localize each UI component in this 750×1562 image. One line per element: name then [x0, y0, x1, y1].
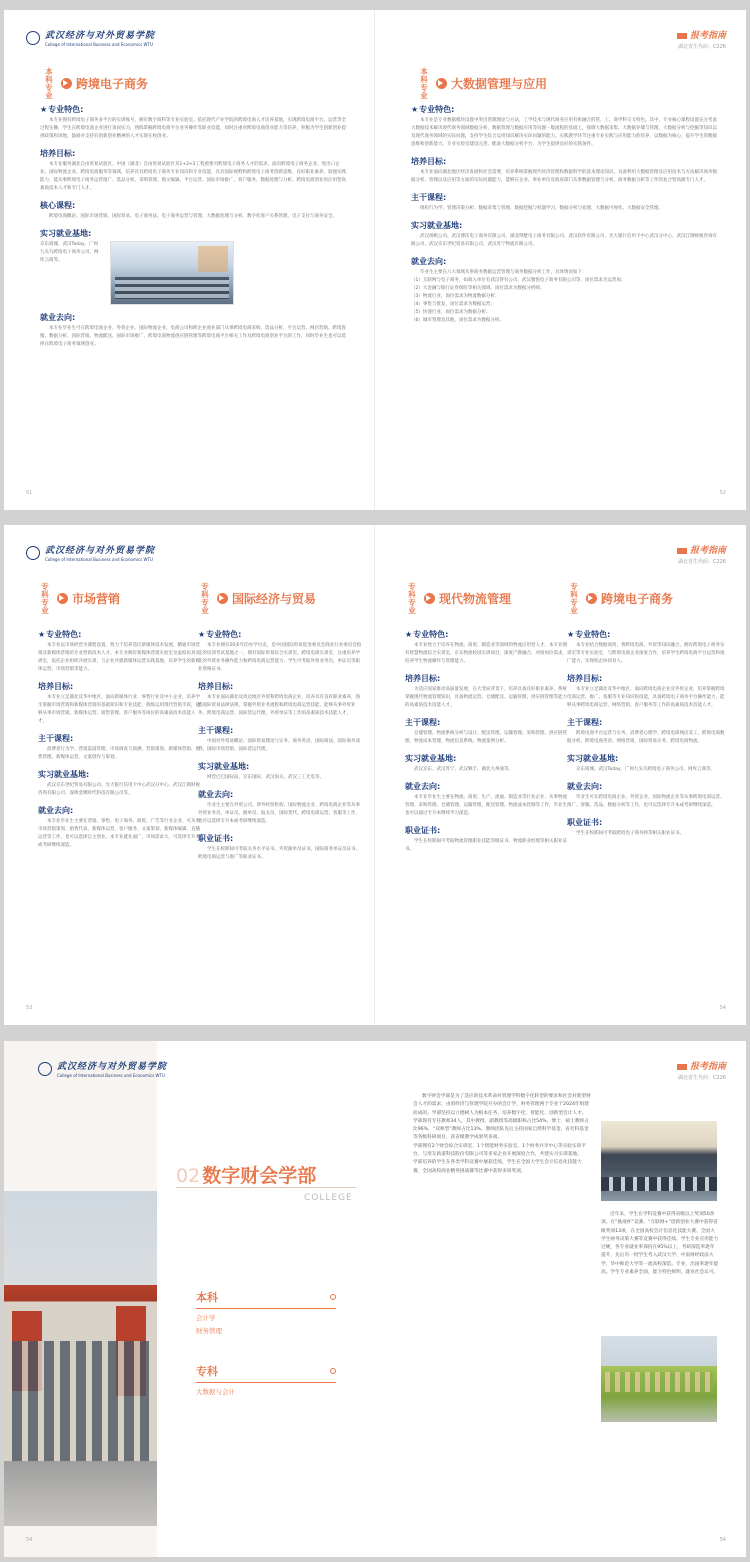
star-icon: ★	[40, 105, 48, 114]
star-icon: ★	[405, 629, 413, 639]
major-heading	[417, 68, 547, 100]
section-text: 本专业立足湖北及华中地区，面向跨境电商企业及外贸企业，培养掌握跨境电商运营、推广、客服等专业知识和技能，具备跨境电子商务平台操作能力，能够从事跨境电商运营、网络营销、客户服务等工作的高素质技术技能人才。	[567, 686, 725, 708]
star-icon: ★	[567, 629, 575, 639]
section-text: 中国对外贸易概论、国际贸易理论与实务、商务英语、国际商法、国际商务谈判、国际市场营销、国际货运代理。	[198, 738, 360, 752]
section-title: ★专业特色:	[198, 629, 242, 639]
major-title: 现代物流管理	[439, 592, 512, 607]
section-text: 本专业拥有跨境电子商务多平台的实训账号，拥有数字商科等专业实验室。依托现代产业学院的跨境电商人才培养基地，实现跨境电商平台、运营等全过程实操，学生在跨境电商企业进行顶岗实习，熟练掌握跨境电商平台业务操作等职业技能，同时注重对跨境电商创业能力等培养，积极为学生创新创业提供政策和场地，鼓励并支持有创新创业精神的人才实现在校创业。	[40, 118, 346, 139]
section-title: 主干课程:	[411, 193, 447, 202]
section-text: 学生在校期间可考取关务水平证书、外贸跟单员证书、国际商务单证员证书、跨境电商运营与推广等职业证书。	[198, 846, 360, 860]
section-text: 武汉扬帆公司、武汉博沃电子商务有限公司、湖北荆楚电子商务有限公司、武汉软件有限公司、光大银行信用卡中心武汉分中心、武汉江钢财税咨询有限公司、武汉京东世纪贸易有限公司、武汉苏宁物流有限公司。	[411, 234, 717, 247]
guide-title: 报考指南	[689, 546, 726, 556]
section-title: 就业去向:	[405, 781, 441, 791]
major-level: 本科专业	[45, 67, 53, 100]
play-icon	[61, 78, 72, 89]
school-logo	[26, 28, 155, 47]
program-item: 大数据与会计	[196, 1388, 235, 1396]
page-53	[4, 525, 375, 1025]
section-title: 实习就业基地:	[198, 761, 250, 771]
spread-3	[4, 1041, 746, 1557]
campus-building-photo	[4, 1191, 157, 1526]
section-title: ★专业特色:	[40, 105, 84, 114]
page-number: 52	[719, 490, 726, 496]
guide-badge	[677, 1059, 726, 1081]
section-title: 就业去向:	[38, 805, 74, 815]
undergrad-programs	[196, 1289, 336, 1335]
section-text: 跨境电商平台运营与实务、消费者心理学、跨境电商网店美工、跨境电商数据分析、跨境电商英语、网络营销、国际贸易实务、跨境电商物流。	[567, 730, 725, 744]
training-room-photo	[110, 241, 234, 305]
page-number: 54	[719, 1537, 726, 1543]
section-text: 本专业毕业生可在跨境电商企业、外贸企业、国际物流企业、电商公司和跨企业商业部门从事跨境电商采购、选品分析、平台运营、网店营销、跨境客服、数据分析、国际营销、物流配送、国际市场推广、跨境电商物流供应链管理等跨境电商平台相关工作及跨境电商创业平台的工作，同时毕业生也可以选择在跨境电子商务领域创业。	[40, 326, 346, 347]
major-column	[198, 583, 363, 862]
college-name: 数字财会学部	[202, 1165, 317, 1187]
guide-code: 湖北省生代码：C226	[677, 559, 726, 565]
play-icon	[57, 593, 68, 604]
major-title: 跨境电子商务	[601, 592, 674, 607]
spread-2	[4, 525, 746, 1025]
section-text: 武汉京东、武汉苏宁、武汉顺丰、湖北九州通等。	[414, 766, 513, 772]
section-title: 核心课程:	[40, 201, 76, 210]
section-title: ★专业特色:	[411, 105, 455, 114]
section-text: 毕业生主要在外贸公司、涉外经贸机构、国际物流企业、跨境电商企业等从事外贸业务员、单证员、跟单员、报关员、国际货代、跨境电商运营、客服等工作，也可以选择专升本或考研继续深造。	[198, 802, 360, 824]
section-text: 毕业生可在跨境电商企业、外贸企业、国际物流企业等从事跨境电商运营、推广、客服、选品、数据分析等工作，也可以选择专升本或考研继续深造。	[567, 794, 725, 808]
major-column	[567, 583, 727, 838]
section-title: 培养目标:	[198, 681, 234, 691]
section-title: 主干课程:	[38, 733, 74, 743]
school-seal-icon	[26, 31, 40, 45]
major-level: 专科专业	[41, 582, 49, 615]
vocational-programs	[196, 1363, 336, 1396]
major-body	[40, 104, 346, 349]
section-text: 组织行为学、管理决策分析、数据采集与管理、数据挖掘与机器学习、数据分析与处理、大数据可视化、大数据安全管理。	[420, 206, 663, 211]
section-text: 跨境电商概论、国际市场营销、国际贸易、电子商务法、电子商务运营与管理、大数据处理与分析、数字化客户关系管理、电子支付与商务安全。	[49, 214, 337, 219]
college-intro-text: 数字财会学部是为了适应新技术革命对管理学科数字化转型的要求和社会对新型财会人才的需求，由原经济与管理学院开办的会计学、财务管理两个专业于2024年组建而成的。学部坚持以立德树人为根本任务，培养数字化、智能化、创新型会计人才。 学部现有专任教师34人，其中教授、副教授等高级职称占比54%，博士、硕士教师占比96%，“双师型”教师占比13%。教师团队先后主持国家自然科学基金、省社科基金等各级科研项目，获省级教学成果奖多项。 学部拥有2个财会综合实训室、1个智能财务实验室、1个财务共享中心等实验实训平台，与用友新道科技股份有限公司等多家企业开展深度合作，共建实习实训基地。 学部培养的学生在各类学科竞赛中屡获佳绩，学生在全国大学生会计信息化技能大赛、全国高校商业精英挑战赛等比赛中获得多项奖项。	[413, 1094, 591, 1174]
school-name-en: College of International Business and Economics WTU	[45, 557, 153, 562]
section-text: 武汉京东世纪贸易有限公司、光大银行信用卡中心武汉分中心、武汉江钢财税咨询有限公司、深圳金牌时代科技有限公司等。	[38, 782, 200, 796]
section-title: 培养目标:	[411, 157, 447, 166]
section-text: 京东商城、武汉Today、广州九头鸟跨境电子商务公司、网库云商等。	[40, 242, 99, 263]
section-text: 网营巴巴国际站、京东国际、武汉海关、武汉三工光电等。	[207, 774, 324, 780]
guide-badge	[677, 28, 726, 50]
major-level: 专科专业	[201, 582, 209, 615]
college-intro-page	[375, 1041, 746, 1557]
school-name-cn: 武汉经济与对外贸易学院	[45, 546, 156, 556]
play-icon	[586, 593, 597, 604]
section-title: 就业去向:	[40, 313, 76, 322]
school-logo	[38, 1059, 167, 1078]
title-divider	[176, 1187, 356, 1188]
school-logo	[26, 543, 155, 562]
major-title: 大数据管理与应用	[451, 77, 548, 92]
section-title: 主干课程:	[198, 725, 234, 735]
section-text: 京东商城、武汉Today、广州九头鸟跨境电子商务公司、网库云商等。	[576, 766, 716, 772]
section-text: 本专业以市场经营为课程设置，致力于培养适应新媒体技术发展，精通市场营销及新媒体营销的专业营销技术人才。本专业拥有新媒体营销实验室及虚拟仿真实训室，依托企业组织开展实训，与企业共建新媒体运营实践基地，培养学生的新媒体运营、市场营销等能力。	[38, 642, 200, 672]
section-text: 本专业致力于培养在物流、商贸、制造业等领域的物流应用型人才。本专业拥有智慧物流综合实训室，京东物流校园实训项目，深度产教融合，对接岗位需求，培养学生物流操作与管理能力。	[405, 642, 567, 664]
spread-1	[4, 10, 746, 510]
section-title: 培养目标:	[40, 149, 76, 158]
page-number: 54	[26, 1537, 33, 1543]
undergrad-label: 本科	[196, 1291, 218, 1304]
guide-title: 报考指南	[689, 1062, 726, 1072]
college-number: 02	[176, 1165, 201, 1187]
major-body	[411, 104, 721, 325]
section-text: 本专业面向湖北及周边地区外贸和跨境电商企业，培养具有良好职业素养，熟悉国际贸易法律法规，掌握外贸业务流程和跨境电商运营技能，能够从事外贸业务、跨境电商运营、国际货运代理、外贸单证等工作的高素质技术技能人才。	[198, 694, 360, 716]
major-column	[38, 582, 206, 850]
college-achievement-text: 近年来，学生在学科竞赛中获得省级以上奖项50余项。在“挑战杯”竞赛、“互联网+”创新创业大赛中获得省级奖项13项，在全国高校会计信息化技能大赛、全国大学生财务决策大赛等竞赛中获得佳绩。学生专业应用能力过硬，各专业就业率保持在95%以上，考研深造率逐年提升，先后有一批学生考入武汉大学、中南财经政法大学、华中师范大学等一流高校深造。专业、出国率逐年提高。学生专业素养全面，能力特色鲜明，就业社会认可。	[601, 1212, 719, 1276]
vocational-label: 专科	[196, 1365, 218, 1378]
section-title: 就业去向:	[198, 789, 234, 799]
star-icon: ★	[38, 629, 46, 639]
section-title: 实习就业基地:	[40, 229, 92, 238]
major-level: 专科专业	[408, 582, 416, 615]
guide-badge	[677, 543, 726, 565]
section-title: 实习就业基地:	[38, 769, 90, 779]
guide-code: 湖北省生代码：C226	[677, 44, 726, 50]
section-text: 本专业面向湖北地区经济发展和社会需要，培养系统掌握现代经济管理和数据科学的基本理论知识，具备利用大数据管理及应用技术与方法解决商务数据分析、管理以及应用等方面的实际问题能力，能够在企业、事业单位及政府部门从事数据管理与分析、商务数据分析等工作的复合型高级专门人才。	[411, 170, 717, 183]
section-text: 为适应国家推动高质量发展，在大变局背景下，培养具备良好职业素养，系统掌握现代物流管理知识，具备物流运营、仓储配送、运输管理、供应链管理等能力的高素质技术技能人才。	[405, 686, 567, 708]
star-icon: ★	[198, 629, 206, 639]
classroom-photo	[601, 1121, 717, 1201]
graduation-cap-icon	[677, 548, 687, 554]
college-label: COLLEGE	[304, 1193, 353, 1203]
section-text: 本专业是专业数据模块设置中突出管理理论与方法，工学技术与现代商务应用有机融合的管、工、商学科交叉特色。其中，专业核心课程设置充分考虑大数据技术解决现代商务领域数据分析，数据管理与数据应用等问题一般流程的基础上，强调大数据采集、大数据存储与管理、大数据分析与挖掘等知识以及现代商务领域的实际问题，支持学生综合运用知识解决实际问题的能力。实践教学环节注重专业实践与应用能力的培养，以数据为核心，提升学生的数据思维和创新能力。专业实验室建设完善，配备大数据分析平台，为学生提供良好的实践条件。	[411, 118, 717, 147]
section-title: 职业证书:	[405, 825, 441, 835]
section-text: 学生在校期间可考取物流管理职业技能等级证书、物流职业经理等相关职业证书。	[405, 838, 567, 852]
major-heading	[38, 583, 203, 615]
section-title: 实习就业基地:	[405, 753, 457, 763]
program-item: 财务管理	[196, 1327, 222, 1335]
section-text: 本专业立足湖北及华中地区，面向新媒体行业、零售行业及中小企业，培养学生掌握市场营销和新媒体营销的基础知识和专业技能，熟练运用现代营销手段，能够从事市场营销、新媒体运营、销售管理、客户服务等岗位的高素质技术技能人才。	[38, 694, 200, 724]
major-heading	[405, 583, 570, 615]
section-title: ★专业特色:	[567, 629, 611, 639]
section-text: 仓储管理、物流系统分析与设计、配送管理、运输管理、采购管理、供应链管理、物流成本管理、物流信息系统、物流案例分析。	[405, 730, 567, 744]
school-name-cn: 武汉经济与对外贸易学院	[57, 1062, 168, 1072]
section-text: 本专业毕业生主要在营销、零售、电子商务、商贸、广告等行业企业，可从事市场营销策划、销售代表、新媒体运营、客户服务、文案策划、新媒体编辑、直播运营等工作，也可以选择自主创业。本专业就业面广，市场需求大，可选择专升本或考研继续深造。	[38, 818, 200, 848]
page-number: 53	[26, 1005, 33, 1011]
graduates-photo	[601, 1336, 717, 1422]
section-title: 培养目标:	[38, 681, 74, 691]
section-title: 就业去向:	[567, 781, 603, 791]
section-title: 职业证书:	[198, 833, 234, 843]
circle-icon	[330, 1294, 336, 1300]
section-title: ★专业特色:	[405, 629, 449, 639]
play-icon	[217, 593, 228, 604]
play-icon	[424, 593, 435, 604]
page-number: 54	[719, 1005, 726, 1011]
page-54	[375, 525, 746, 1025]
major-heading	[198, 583, 363, 615]
graduation-cap-icon	[677, 33, 687, 39]
section-title: 就业去向:	[411, 257, 447, 266]
major-heading	[42, 68, 148, 100]
major-heading	[567, 583, 727, 615]
major-title: 跨境电子商务	[76, 77, 149, 92]
circle-icon	[330, 1368, 336, 1374]
guide-title: 报考指南	[689, 31, 726, 41]
section-title: 职业证书:	[567, 817, 603, 827]
star-icon: ★	[411, 105, 419, 114]
school-seal-icon	[38, 1062, 52, 1076]
section-text: 本专业毕业生主要在物流、商贸、生产、流通、制造业等行业企业，从事物流管理、采购管理、仓储管理、运输管理、配送管理、物流成本控制等工作，毕业生也可以通过专升本继续学习深造。	[405, 794, 567, 816]
school-seal-icon	[26, 546, 40, 560]
section-title: 主干课程:	[405, 717, 441, 727]
section-text: 毕业生主要在六大领域从事商务数据运营管理与商务数据分析工作，具体情况如下： （1）互联网与电子商务，如商入单位有武汉得有公司、武汉雅悦电子商务有限公司等，岗位需求为运营岗； （2）大金融与银行证券保险等相关领域，岗位需求为数据分析师； （3）物流行业，岗位需求为物流数据分析； （4）零售与批发，岗位需求为数据运营； （5）快递行业，岗位需求为数据分析； （6）城市管理及其他，岗位需求为数据分析。	[411, 270, 626, 323]
major-level: 专科专业	[570, 582, 578, 615]
section-text: 本专业服务湖北自由贸易试验区、中国（湖北）自由贸易试验区及1+2+2工程重要对跨境电子商务人才的需求，面向跨境电子商务企业、进出口企业、国际物流企业、跨境电商服务等领域，培养具有跨境电子商务专业知识和专业技能，具有国际视野和跨境电子商务创新思维、良好职业素养、较强实践能力，能从事跨境电子商务运营推广、选品分析、采购管理、图文编辑、平台运营、国际市场推广、客户服务、数据处理与分析、跨境电商创业的应用型高素质技术人才和专门人才。	[40, 162, 346, 191]
section-title: 实习就业基地:	[411, 221, 463, 230]
page-52	[375, 10, 746, 510]
school-name-en: College of International Business and Economics WTU	[45, 42, 153, 47]
play-icon	[436, 78, 447, 89]
section-text: 本专业结合数据商贸，将跨境电商、外贸等知识融合，拥有跨境电子商务实训室等专业实验室，与跨境电商企业深度合作，培养学生跨境电商平台运营和推广能力，实现校企协同育人。	[567, 642, 725, 664]
section-title: 主干课程:	[567, 717, 603, 727]
major-column	[405, 583, 570, 854]
guide-code: 湖北省生代码：C226	[677, 1075, 726, 1081]
section-title: 培养目标:	[567, 673, 603, 683]
section-title: 培养目标:	[405, 673, 441, 683]
section-title: 实习就业基地:	[567, 753, 619, 763]
section-text: 学生在校期间可考取跨境电子商务师等相关职业证书。	[576, 830, 684, 836]
page-51	[4, 10, 375, 510]
graduation-cap-icon	[677, 1064, 687, 1070]
school-name-cn: 武汉经济与对外贸易学院	[45, 31, 156, 41]
section-text: 本专业拥有20多年的办学历史，是中国国际贸易促进委员会商业行业委员会指定的培训考试基地之一，拥有国际贸易综合实训室、跨境电商实训室，注重培养学生的外贸业务操作能力和跨境电商运营能力，学生可考取外贸业务员、单证员等职业资格证书。	[198, 642, 362, 672]
section-text: 消费者行为学、营销渠道管理、市场调查与预测、营销策划、新媒体营销、销售管理、新媒体运营、文案创作与策划。	[38, 746, 200, 760]
major-title: 市场营销	[72, 592, 121, 607]
page-number: 51	[26, 490, 33, 496]
college-title	[176, 1161, 316, 1188]
major-title: 国际经济与贸易	[232, 592, 317, 607]
major-level: 本科专业	[420, 67, 428, 100]
section-title: ★专业特色:	[38, 629, 82, 639]
school-name-en: College of International Business and Economics WTU	[57, 1073, 165, 1078]
program-item: 会计学	[196, 1314, 216, 1322]
college-cover-page	[4, 1041, 375, 1557]
